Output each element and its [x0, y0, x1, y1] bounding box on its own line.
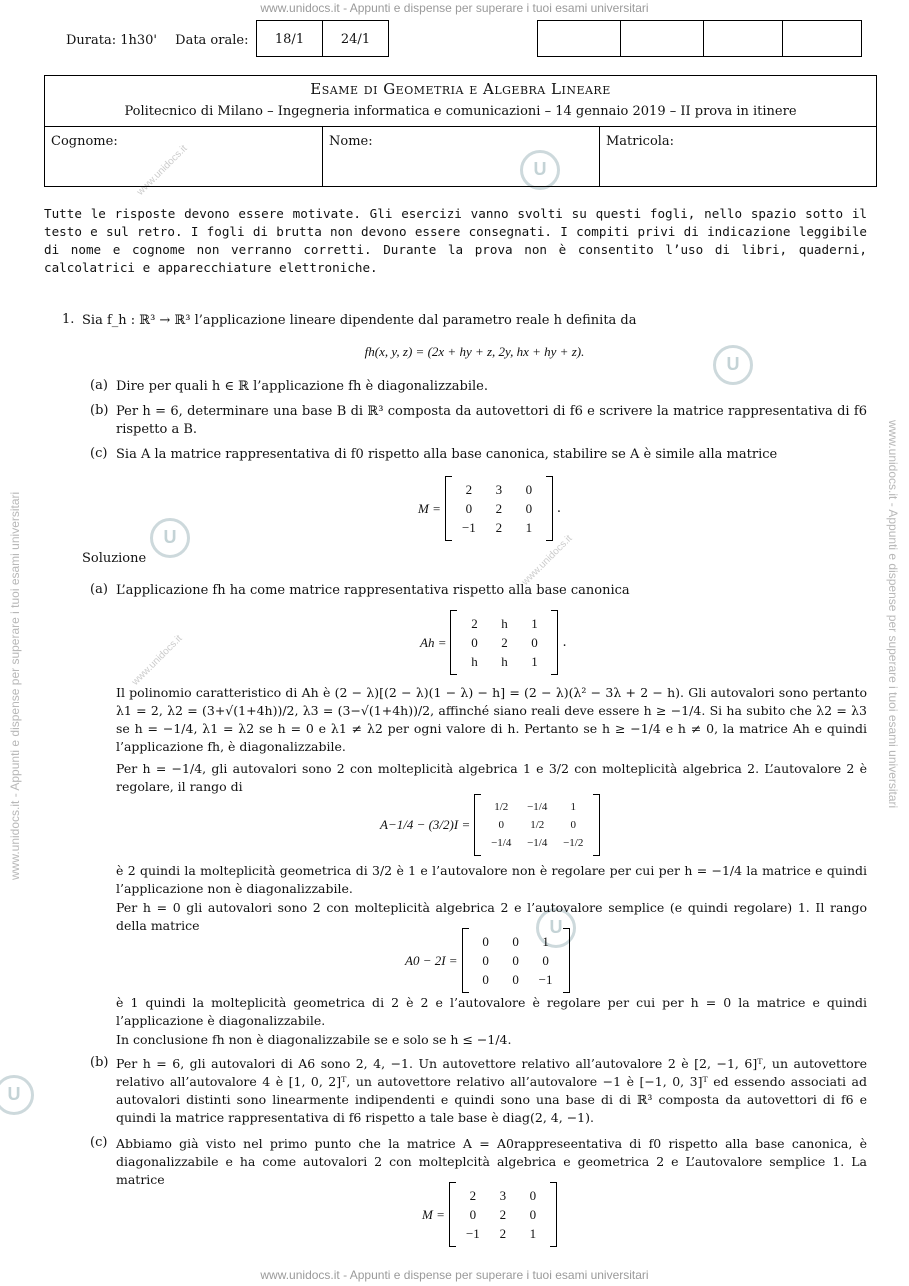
watermark-logo-icon: U [520, 150, 560, 190]
data-orale-label: Data orale: [175, 33, 249, 48]
solution-a-intro: L’applicazione fh ha come matrice rappresentativa rispetto alla base canonica [116, 583, 630, 598]
matrix-cell: 0 [531, 635, 538, 650]
matrix-cell: 0 [529, 1207, 537, 1222]
watermark-diagonal: www.unidocs.it [135, 143, 190, 198]
item-a-label: (a) [90, 378, 108, 393]
matrix-cell: −1/4 [527, 801, 548, 813]
item-c-text: Sia A la matrice rappresentativa di f0 rispetto alla base canonica, stabilire se A è simile alla matrice [116, 447, 778, 462]
matrix-cell: 0 [529, 1188, 537, 1203]
exam-info [66, 33, 262, 48]
solution-a-paragraph-2: Per h = −1/4, gli autovalori sono 2 con molteplicità algebrica 1 e 3/2 con molteplicità algebrica 2. L’autovalore 2 è regolare, il rango di [116, 761, 867, 794]
title-box [44, 75, 877, 187]
solution-a-paragraph-1: Il polinomio caratteristico di Ah è (2 − λ)[(2 − λ)(1 − λ) − h] = (2 − λ)(λ² − 3λ + 2 − h). Gli autovalori sono pertanto λ1 = 2, λ2 = (3+√(1+4h))/2, λ3 = (3−√(1+4h))/2, affinché siano reali deve essere h ≥ −1/4. Si ha subito che λ2 = λ3 se h = −1/4, λ1 = λ2 se h = 0 e λ1 ≠ λ2 per ogni valore di h. Pertanto se h ≥ −1/4 e h ≠ 0, la matrice Ah e quindi l’applicazione fh, è diagonalizzabile. [116, 685, 867, 754]
matrix-c-label: A0 − 2I = [405, 952, 458, 968]
matrix-cell: 2 [471, 616, 478, 631]
period: . [556, 501, 561, 516]
matrix-cell: 0 [570, 819, 576, 831]
instructions: Tutte le risposte devono essere motivate. Gli esercizi vanno svolti su questi fogli, nello spazio sotto il testo e sul retro. I fogli di brutta non devono essere consegnati. I compiti privi di indicazione leggibile di nome e cognome non verranno corretti. Durante la prova non è consentito l’uso di libri, quaderni, calcolatrici e apparecchiature elettroniche. [44, 206, 867, 275]
matricola-field[interactable] [600, 126, 877, 187]
date-box-1: 18/1 [256, 20, 323, 57]
matrix-cell: 2 [501, 635, 508, 650]
watermark-left: www.unidocs.it - Appunti e dispense per superare i tuoi esami universitari [8, 491, 22, 880]
matrix-cell: −1 [538, 972, 553, 987]
watermark-diagonal: www.unidocs.it [520, 533, 575, 588]
matrix-cell: 0 [498, 819, 504, 831]
matrix-cell: 0 [512, 934, 519, 949]
solution-a-label: (a) [90, 582, 108, 597]
period: . [562, 635, 567, 650]
exam-subtitle: Politecnico di Milano – Ingegneria informatica e comunicazioni – 14 gennaio 2019 – II prova in itinere [124, 104, 797, 119]
matrix-m2-label: M = [422, 1206, 445, 1222]
matrix-cell: 2 [499, 1226, 507, 1241]
matrix-b [380, 794, 604, 856]
matrix-cell: 2 [499, 1207, 507, 1222]
matrix-cell: −1/4 [491, 837, 512, 849]
matrix-cell: −1 [465, 1226, 480, 1241]
matrix-m2-grid [449, 1182, 557, 1247]
matrix-ah-grid [450, 610, 558, 675]
nome-field[interactable] [323, 126, 600, 187]
matrix-cell: 3 [495, 482, 503, 497]
matrix-cell: 0 [525, 482, 533, 497]
item-c-label: (c) [90, 446, 108, 461]
watermark-logo-icon: U [150, 518, 190, 558]
matrix-cell: 3 [499, 1188, 507, 1203]
exam-title: Esame di Geometria e Algebra Lineare [310, 80, 611, 98]
solution-c-label: (c) [90, 1135, 108, 1150]
matrix-cell: 0 [471, 635, 478, 650]
matrix-cell: h [501, 616, 508, 631]
matrix-b-grid [474, 794, 600, 856]
watermark-diagonal: www.unidocs.it [130, 633, 185, 688]
score-box-1 [537, 20, 621, 57]
item-a-text: Dire per quali h ∈ ℝ l’applicazione fh è diagonalizzabile. [116, 379, 489, 394]
matrix-cell: 0 [512, 953, 519, 968]
matrix-cell: 0 [482, 972, 489, 987]
matrix-cell: 2 [469, 1188, 477, 1203]
matrix-ah [420, 610, 567, 675]
matrix-cell: 0 [482, 934, 489, 949]
matrix-cell: 1 [531, 616, 538, 631]
watermark-bottom: www.unidocs.it - Appunti e dispense per superare i tuoi esami universitari [260, 1268, 649, 1282]
matrix-cell: 0 [512, 972, 519, 987]
matrix-cell: 2 [495, 501, 503, 516]
exercise-formula: fh(x, y, z) = (2x + hy + z, 2y, hx + hy + z). [364, 344, 585, 359]
matrix-cell: −1/2 [563, 837, 584, 849]
matrix-m2 [422, 1182, 561, 1247]
solution-b-label: (b) [90, 1055, 109, 1070]
matrix-cell: h [501, 654, 508, 669]
score-box-4 [782, 20, 862, 57]
matrix-cell: 0 [542, 953, 549, 968]
solution-c-text: Abbiamo già visto nel primo punto che la matrice A = A0rappreseentativa di f0 rispetto alla base canonica, è diagonalizzabile e ha come autovalori 2 con molteplcità algebrica e geometrica 2 e L’autovalore semplice 1. La matrice [116, 1136, 867, 1187]
matrix-cell: 1 [525, 520, 533, 535]
matrix-cell: 1/2 [494, 801, 509, 813]
matrix-cell: 1 [531, 654, 538, 669]
cognome-field[interactable] [45, 126, 322, 187]
watermark-logo-icon: U [0, 1075, 34, 1115]
cognome-label: Cognome: [51, 134, 118, 149]
matrix-c-grid [462, 928, 570, 993]
matrix-cell: 1 [529, 1226, 537, 1241]
matrix-cell: 2 [495, 520, 503, 535]
solution-a-paragraph-3: è 2 quindi la molteplicità geometrica di 3/2 è 1 e l’autovalore non è regolare per cui per h = −1/4 la matrice e quindi l’applicazione non è diagonalizzabile. [116, 863, 867, 896]
matrix-b-label: A−1/4 − (3/2)I = [380, 817, 471, 832]
matrix-cell: 2 [465, 482, 473, 497]
exercise-number: 1. [62, 312, 75, 327]
matrix-m-label: M = [418, 500, 441, 516]
exercise-statement: Sia f_h : ℝ³ → ℝ³ l’applicazione lineare dipendente dal parametro reale h definita da [82, 313, 637, 328]
matrix-cell: 0 [465, 501, 473, 516]
matrix-cell: 1 [570, 801, 576, 813]
matricola-label: Matricola: [606, 134, 675, 149]
solution-a-paragraph-4: Per h = 0 gli autovalori sono 2 con molteplicità algebrica 2 e l’autovalore semplice (e quindi regolare) 1. Il rango della matrice [116, 900, 867, 933]
matrix-cell: 0 [482, 953, 489, 968]
matrix-cell: 1/2 [530, 819, 545, 831]
item-b-label: (b) [90, 403, 109, 418]
watermark-logo-icon: U [536, 908, 576, 948]
matrix-cell: −1/4 [527, 837, 548, 849]
matrix-cell: 1 [542, 934, 549, 949]
nome-label: Nome: [329, 134, 373, 149]
matrix-ah-label: Ah = [420, 634, 447, 650]
durata-text: Durata: 1h30' [66, 33, 158, 48]
score-box-3 [703, 20, 783, 57]
date-box-2: 24/1 [322, 20, 389, 57]
matrix-cell: −1 [461, 520, 476, 535]
matrix-c [405, 928, 574, 993]
matrix-cell: 0 [525, 501, 533, 516]
watermark-right: www.unidocs.it - Appunti e dispense per superare i tuoi esami universitari [886, 420, 900, 809]
matrix-m [418, 476, 561, 541]
item-b-text: Per h = 6, determinare una base B di ℝ³ composta da autovettori di f6 e scrivere la matrice rappresentativa di f6 rispetto a B. [116, 404, 867, 437]
matrix-cell: h [471, 654, 478, 669]
solution-b-text: Per h = 6, gli autovalori di A6 sono 2, 4, −1. Un autovettore relativo all’autovalore 2 è [2, −1, 6]ᵀ, un autovettore relativo all’autovalore 4 è [1, 0, 2]ᵀ, un autovettore relativo all’autovalore −1 è [−1, 0, 3]ᵀ ed essendo associati ad autovalori distinti sono linearmente indipendenti e quindi sono una base di di ℝ³ composta da autovettori di f6 e quindi la matrice rappresentativa di f6 rispetto a tale base è diag(2, 4, −1). [116, 1056, 867, 1125]
matrix-m-grid [445, 476, 553, 541]
watermark-top: www.unidocs.it - Appunti e dispense per superare i tuoi esami universitari [260, 1, 649, 15]
solution-a-paragraph-6: In conclusione fh non è diagonalizzabile se e solo se h ≤ −1/4. [116, 1032, 512, 1047]
score-box-2 [620, 20, 704, 57]
matrix-cell: 0 [469, 1207, 477, 1222]
watermark-logo-icon: U [713, 345, 753, 385]
solution-heading: Soluzione [82, 551, 147, 566]
solution-a-paragraph-5: è 1 quindi la molteplicità geometrica di 2 è 2 e l’autovalore è regolare per cui per h = 0 la matrice e quindi l’applicazione è diagonalizzabile. [116, 995, 867, 1028]
